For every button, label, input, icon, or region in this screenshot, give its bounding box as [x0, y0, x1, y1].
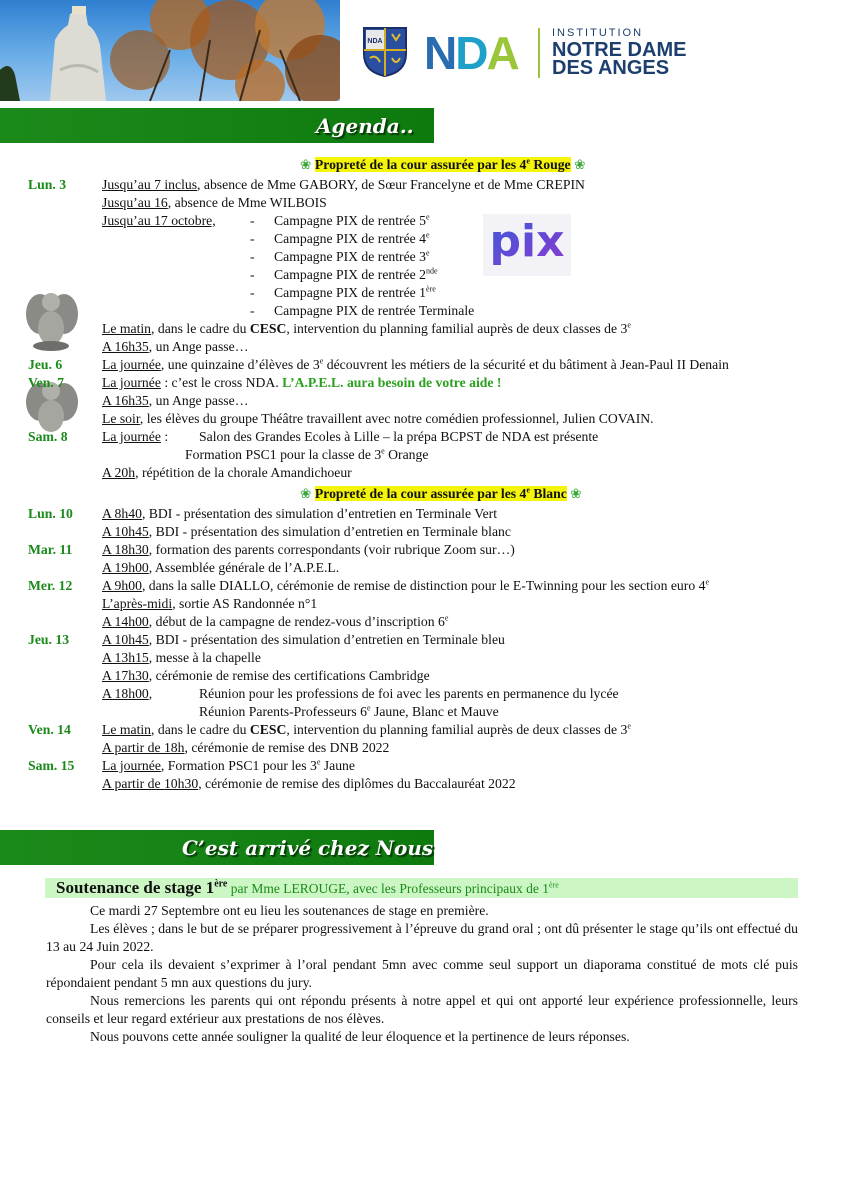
day-label: Sam. 8 [28, 429, 68, 444]
flower-icon: ❀ [570, 486, 582, 501]
paragraph: Pour cela ils devaient s’exprimer à l’oral pendant 5mn avec comme seul support un diaporama constitué de mots clé puis répondaient pendant 5 mn aux questions du jury. [46, 957, 798, 990]
paragraph: Ce mardi 27 Septembre ont eu lieu les soutenances de stage en première. [90, 903, 489, 918]
cleaning-notice-1: ❀ Propreté de la cour assurée par les 4e Rouge ❀ [300, 156, 586, 172]
flower-icon: ❀ [300, 157, 312, 172]
flower-icon: ❀ [300, 486, 312, 501]
day-label: Lun. 3 [28, 177, 67, 192]
paragraph: Nous remercions les parents qui ont répondu présents à notre appel et qui ont apporté leur expérience professionnelle, leurs conseils et leur regard extérieur aux prestations de nos élèves. [46, 993, 798, 1026]
logo-divider [538, 28, 540, 78]
agenda-title: Agenda.. [316, 114, 414, 138]
nda-logo [424, 27, 518, 79]
news-subtitle: Soutenance de stage 1ère par Mme LEROUGE, avec les Professeurs principaux de 1ère [56, 878, 559, 897]
paragraph: Les élèves ; dans le but de se préparer progressivement à l’épreuve du grand oral ; ont dû présenter le stage qu’ils ont effectué du 13 au 24 Juin 2022. [46, 921, 798, 954]
angel-statue-image [22, 286, 80, 352]
day-label: Lun. 10 [28, 506, 73, 521]
day-label: Sam. 15 [28, 758, 75, 773]
day-label: Mer. 12 [28, 578, 73, 593]
institution-name-2: DES ANGES [552, 57, 670, 79]
day-label: Jeu. 6 [28, 357, 63, 372]
paragraph: Nous pouvons cette année souligner la qualité de leur éloquence et la pertinence de leurs réponses. [90, 1029, 630, 1044]
logo-letter-d: D [455, 27, 487, 79]
crest-icon [362, 26, 408, 78]
news-title: C’est arrivé chez Nous [182, 836, 434, 860]
flower-icon: ❀ [574, 157, 586, 172]
header-photo [0, 0, 340, 101]
day-label: Ven. 7 [28, 375, 65, 390]
institution-name-1: NOTRE DAME [552, 39, 687, 61]
crest-text: NDA [367, 38, 383, 45]
day-label: Ven. 14 [28, 722, 71, 737]
institution-label: INSTITUTION [552, 27, 644, 39]
pix-logo [483, 214, 571, 276]
day-label: Mar. 11 [28, 542, 73, 557]
statue-tree-image [0, 0, 340, 101]
pix-logo-text: pix [489, 216, 565, 267]
logo-letter-n: N [424, 27, 456, 79]
cleaning-notice-2: ❀ Propreté de la cour assurée par les 4e Blanc ❀ [300, 485, 582, 501]
logo-letter-a: A [486, 27, 518, 79]
day-label: Jeu. 13 [28, 632, 70, 647]
